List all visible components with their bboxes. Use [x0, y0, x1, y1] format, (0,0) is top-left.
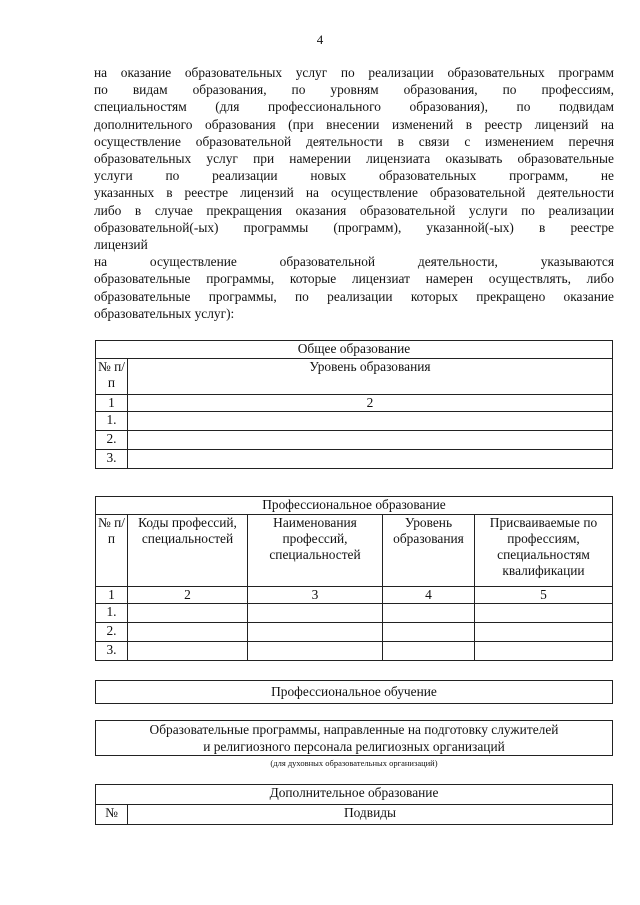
professional-training-title: Профессиональное обучение	[271, 684, 437, 699]
professional-education-table	[95, 496, 613, 661]
col-number-header: № п/п	[96, 359, 128, 395]
intro-line: указанных в реестре лицензий на осуществление образовательной деятельности	[94, 185, 614, 201]
level-cell[interactable]	[128, 450, 613, 469]
index-cell: 1	[96, 587, 128, 604]
level-cell[interactable]	[128, 412, 613, 431]
col-codes-header: Коды профессий, специальностей	[128, 515, 248, 587]
row-number: 3.	[96, 450, 128, 469]
general-education-title: Общее образование	[96, 341, 613, 359]
additional-education-title: Дополнительное образование	[96, 785, 613, 805]
row-number: 2.	[96, 623, 128, 642]
table-row	[96, 642, 613, 661]
index-cell: 3	[248, 587, 383, 604]
intro-line: образовательных услуг при намерении лицензиата оказывать образовательные	[94, 151, 614, 167]
intro-line	[94, 167, 614, 184]
intro-line: образовательные программы, которые лицензиат намерен осуществлять, либо	[94, 271, 614, 287]
index-cell: 2	[128, 395, 613, 412]
intro-line: либо в случае прекращения оказания образовательной услуги по реализации	[94, 202, 614, 218]
level-cell[interactable]	[383, 623, 475, 642]
religious-programs-line2: и религиозного персонала религиозных организаций	[203, 738, 505, 754]
religious-programs-line1: Образовательные программы, направленные на подготовку служителей	[149, 722, 559, 737]
professional-education-title: Профессиональное образование	[96, 497, 613, 515]
level-cell[interactable]	[383, 604, 475, 623]
index-cell: 2	[128, 587, 248, 604]
col-names-header: Наименования профессий, специальностей	[248, 515, 383, 587]
name-cell[interactable]	[248, 604, 383, 623]
index-cell: 1	[96, 395, 128, 412]
intro-line: на осуществление образовательной деятельности, указываются	[94, 254, 614, 270]
intro-line: на оказание образовательных услуг по реализации образовательных программ	[94, 65, 614, 80]
intro-line: образовательных услуг):	[94, 305, 235, 321]
intro-line: специальностям (для профессионального образования), по подвидам	[94, 99, 614, 115]
professional-training-box	[95, 680, 613, 704]
table-row	[96, 604, 613, 623]
general-education-table	[95, 340, 613, 469]
intro-line: дополнительного образования (при внесении изменений в реестр лицензий на	[94, 116, 614, 132]
intro-line: по видам образования, по уровням образования, по профессиям,	[94, 82, 614, 98]
code-cell[interactable]	[128, 604, 248, 623]
code-cell[interactable]	[128, 623, 248, 642]
table-row	[96, 431, 613, 450]
col-qualifications-header: Присваиваемые по профессиям, специальностям квалификации	[475, 515, 613, 587]
row-number: 2.	[96, 431, 128, 450]
row-number: 1.	[96, 604, 128, 623]
qualification-cell[interactable]	[475, 642, 613, 661]
additional-education-table	[95, 784, 613, 825]
code-cell[interactable]	[128, 642, 248, 661]
religious-programs-note: (для духовных образовательных организаций)	[270, 758, 438, 768]
col-level-header: Уровень образования	[128, 359, 613, 395]
intro-line: образовательной(-ых) программы (программ), указанной(-ых) в реестре	[94, 219, 614, 235]
intro-text	[94, 64, 614, 322]
intro-line: образовательные программы, по реализации которых прекращено оказание	[94, 288, 614, 304]
religious-programs-box	[95, 720, 613, 756]
name-cell[interactable]	[248, 642, 383, 661]
level-cell[interactable]	[128, 431, 613, 450]
col-subtypes-header: Подвиды	[128, 805, 613, 825]
name-cell[interactable]	[248, 623, 383, 642]
row-number: 3.	[96, 642, 128, 661]
intro-line-word: услуги по реализации новых образовательных программ, не	[94, 168, 614, 184]
row-number: 1.	[96, 412, 128, 431]
level-cell[interactable]	[383, 642, 475, 661]
index-cell: 5	[475, 587, 613, 604]
qualification-cell[interactable]	[475, 604, 613, 623]
intro-line: лицензий	[94, 237, 148, 253]
index-cell: 4	[383, 587, 475, 604]
table-row	[96, 412, 613, 431]
intro-line: осуществление образовательной деятельности в связи с изменением перечня	[94, 133, 614, 149]
col-number-header: № п/п	[96, 515, 128, 587]
col-number-header: №	[96, 805, 128, 825]
page-number: 4	[316, 32, 324, 47]
table-row	[96, 450, 613, 469]
qualification-cell[interactable]	[475, 623, 613, 642]
table-row	[96, 623, 613, 642]
col-level-header: Уровень образования	[383, 515, 475, 587]
